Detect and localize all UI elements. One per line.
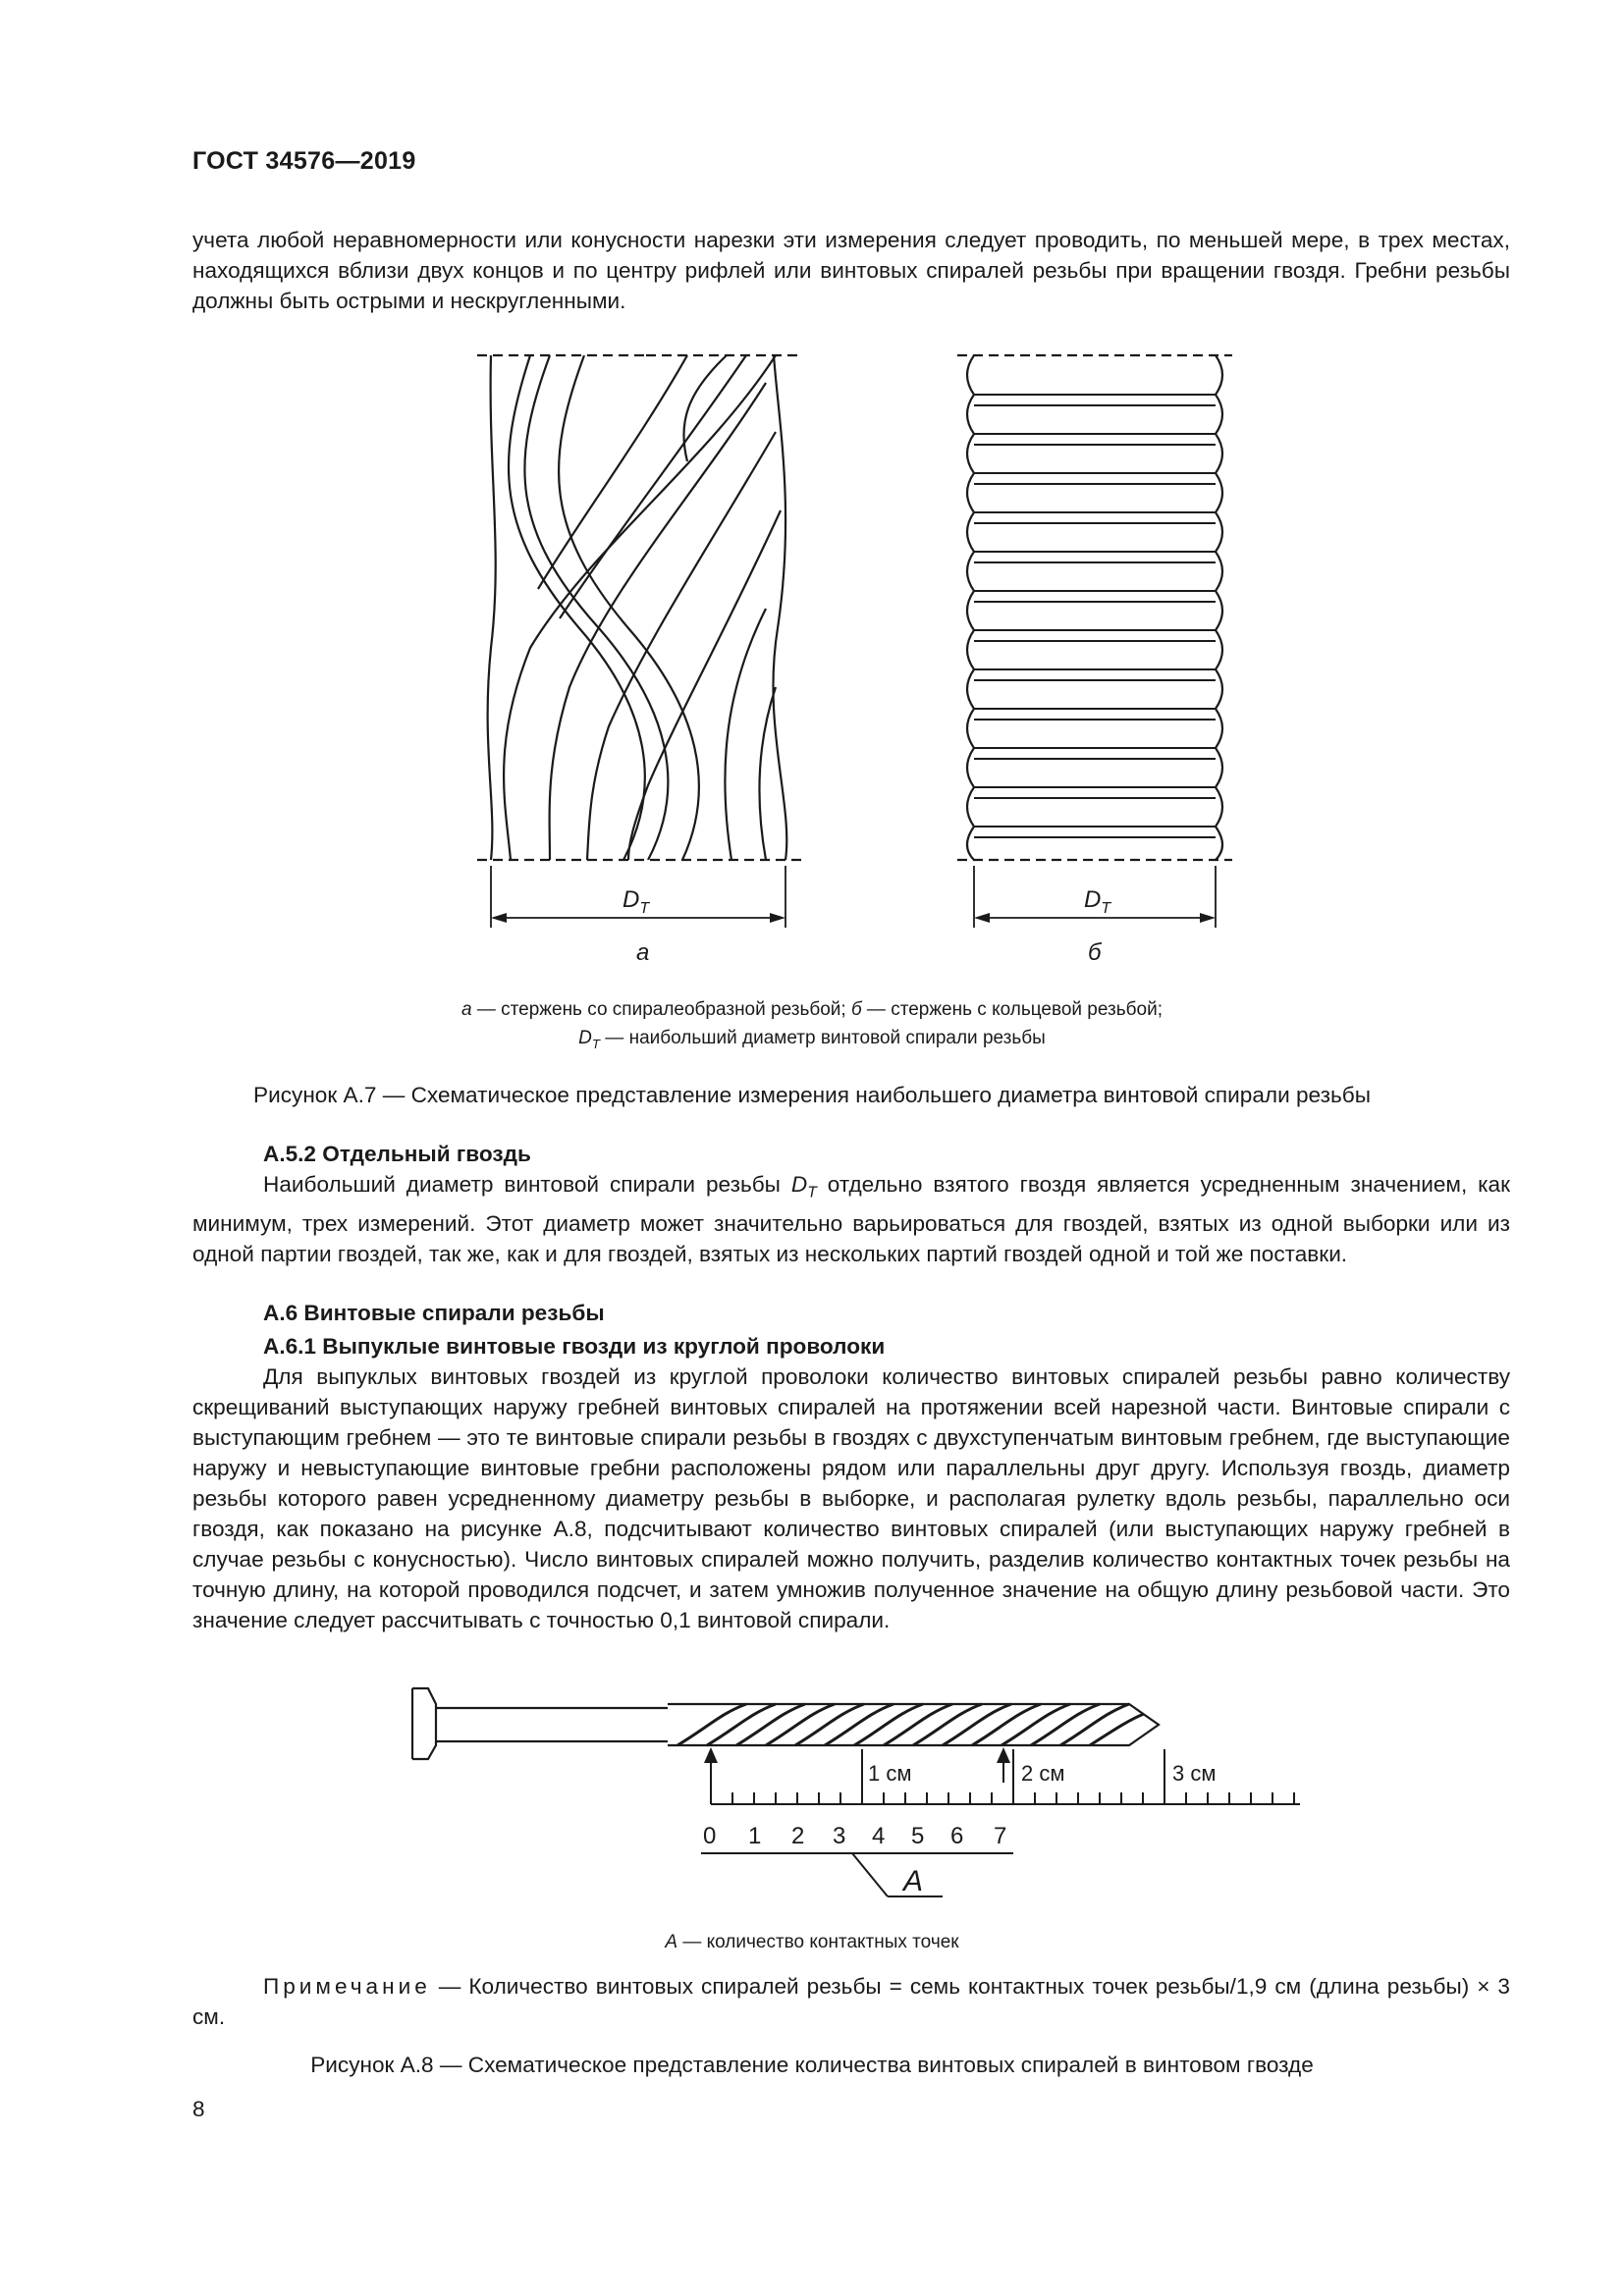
- ruler-label-3cm: 3 см: [1172, 1761, 1217, 1786]
- subfig-label-b: б: [1088, 939, 1102, 962]
- spiral-thread-rod: [477, 355, 805, 860]
- section-a61-heading: А.6.1 Выпуклые винтовые гвозди из круглой проволоки: [263, 1334, 886, 1359]
- count-bracket: [701, 1853, 1013, 1896]
- nail: [412, 1688, 1159, 1759]
- document-header: ГОСТ 34576—2019: [192, 147, 416, 175]
- legend-line-2: $D_T$ — наибольший диаметр винтовой спирали резьбы: [578, 1028, 1046, 1051]
- ruler-label-2cm: 2 см: [1021, 1761, 1065, 1786]
- subfig-label-a: а: [636, 939, 650, 962]
- dt-label-left: $D_T$: [623, 886, 650, 917]
- figure-a8: [0, 1669, 1624, 1924]
- count-label: 0: [703, 1823, 717, 1849]
- count-label: 7: [994, 1823, 1007, 1849]
- page-number: 8: [192, 2097, 205, 2121]
- callout-a: А: [903, 1865, 924, 1897]
- section-a52-text: Наибольший диаметр винтовой спирали резьбы $D_T$ отдельно взятого гвоздя является усредненным значением, как минимум, трех измерений. Этот диаметр может значительно варьироваться для гвоздей, взятых из одной выборки или из одной партии гвоздей, так же, как и для гвоздей, взятых из нескольких партий гвоздей одной и той же поставки.: [192, 1172, 1510, 1266]
- count-label: 4: [872, 1823, 886, 1849]
- figure-a8-caption: Рисунок А.8 — Схематическое представление количества винтовых спиралей в винтовом гвозде: [310, 2053, 1314, 2077]
- count-label: 1: [748, 1823, 762, 1849]
- count-label: 2: [791, 1823, 805, 1849]
- contact-arrows: [704, 1747, 1010, 1783]
- section-a6-heading: А.6 Винтовые спирали резьбы: [263, 1301, 605, 1325]
- figure-a8-note: Примечание — Количество винтовых спиралей резьбы = семь контактных точек резьбы/1,9 см (длина резьбы) × 3 см.: [192, 1974, 1510, 2029]
- figure-a8-legend: А — количество контактных точек: [665, 1932, 959, 1952]
- count-label: 5: [911, 1823, 925, 1849]
- figure-a7-legend: [0, 995, 1624, 1058]
- figure-a7: [0, 334, 1624, 962]
- intro-paragraph: учета любой неравномерности или конусности нарезки эти измерения следует проводить, по меньшей мере, в трех местах, находящихся вблизи двух концов и по центру рифлей или винтовых спиралей резьбы при вращении гвоздя. Гребни резьбы должны быть острыми и нескругленными.: [192, 228, 1510, 313]
- count-label: 6: [950, 1823, 964, 1849]
- ring-thread-rod: [957, 355, 1232, 860]
- figure-a7-caption: Рисунок А.7 — Схематическое представление измерения наибольшего диаметра винтовой спирали резьбы: [253, 1083, 1371, 1107]
- ruler-label-1cm: 1 см: [868, 1761, 912, 1786]
- section-a61-text: Для выпуклых винтовых гвоздей из круглой проволоки количество винтовых спиралей резьбы равно количеству скрещиваний выступающих наружу гребней винтовых спиралей на протяжении всей нарезной части. Винтовые спирали с выступающим гребнем — это те винтовые спирали резьбы в гвоздях с двухступенчатым винтовым гребнем, где выступающие наружу и невыступающие винтовые гребни расположены рядом или параллельны друг другу. Используя гвоздь, диаметр резьбы которого равен усредненному диаметру резьбы в выборке, и располагая рулетку вдоль резьбы, параллельно оси гвоздя, как показано на рисунке А.8, подсчитывают количество винтовых спиралей (или выступающих наружу гребней в случае резьбы с конусностью). Число винтовых спиралей можно получить, разделив количество контактных точек резьбы на точную длину, на которой проводился подсчет, и затем умножив полученное значение на общую длину резьбовой части. Это значение следует рассчитывать с точностью 0,1 винтовой спирали.: [192, 1364, 1510, 1632]
- count-label: 3: [833, 1823, 846, 1849]
- section-a52-heading: А.5.2 Отдельный гвоздь: [263, 1142, 531, 1166]
- legend-line-1: а — стержень со спиралеобразной резьбой; б — стержень с кольцевой резьбой;: [461, 999, 1163, 1020]
- dt-label-right: $D_T$: [1084, 886, 1111, 917]
